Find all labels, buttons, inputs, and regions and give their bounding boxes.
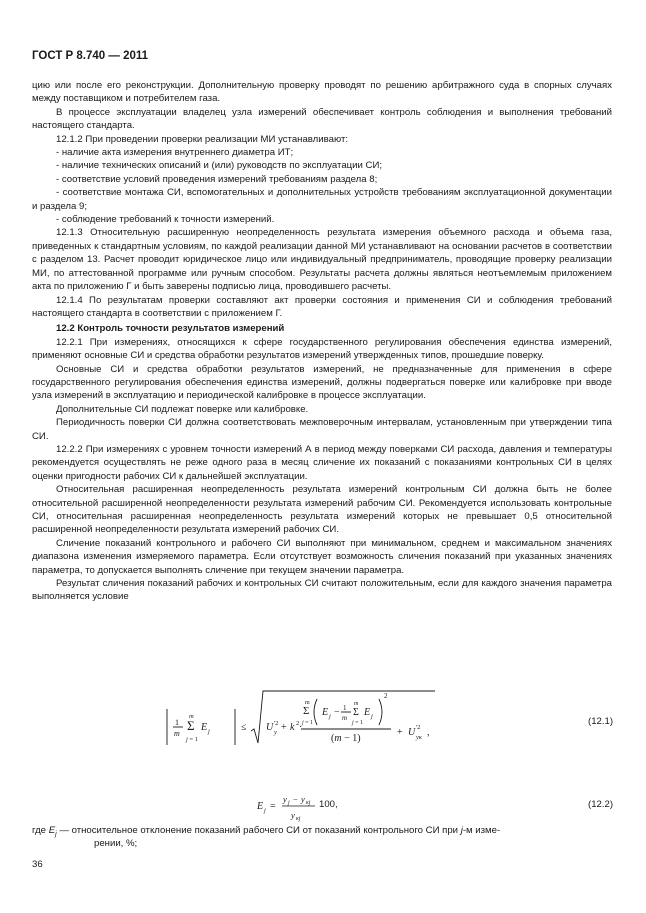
svg-text:j = 1: j = 1 [352,720,364,726]
where-clause-continued: рении, %; [94,838,138,849]
svg-text:yк: yк [416,734,422,741]
formula-12-2 [255,787,620,827]
where-index: j [460,825,463,836]
svg-text:1: 1 [343,704,347,712]
svg-text:−: − [334,707,340,718]
svg-text:y: y [301,794,305,804]
where-symbol: E [48,825,56,836]
svg-text:'2: '2 [416,724,421,731]
where-text: — относительное отклонение показаний рабочего СИ от показаний контрольного СИ при [56,825,461,836]
svg-text:j: j [371,713,373,720]
where-lead: где [32,825,47,836]
svg-text:m: m [174,729,180,738]
svg-text:y: y [283,794,287,804]
paragraph: 12.1.2 При проведении проверки реализации МИ устанавливают: [56,133,349,145]
equation-number: (12.1) [588,716,614,727]
svg-text:Σ: Σ [187,718,195,733]
svg-text:1: 1 [175,718,179,727]
svg-text:≤: ≤ [241,722,247,733]
paragraph: В процессе эксплуатации владелец узла измерений обеспечивает контроль соблюдения и выполнения требований настоящего стандарта. [32,106,612,132]
list-item: - наличие акта измерения внутреннего диаметра ИТ; [56,147,294,159]
svg-text:j: j [208,728,210,735]
paragraph: 12.1.3 Относительную расширенную неопределенность результата измерения объемного расхода и объема газа, приведенных к стандартным условиям, по каждой реализации данной МИ устанавливают на основании расчетов в соответствии с разделом 13. Расчет проводит юридическое лицо или индивидуальный предприниматель, проводящие проверку реализации МИ, по аттестованной программе или ручным способом. Результаты расчета должны являться неотъемлемым приложением акта по приложению Г и быть заверены подписью лица, проводившего расчеты. [32,227,612,293]
page-number: 36 [32,859,43,870]
svg-text:·: · [299,722,303,733]
svg-text:кj: кj [306,800,311,806]
svg-text:k: k [290,722,295,733]
document-header: ГОСТ Р 8.740 — 2011 [32,50,149,62]
svg-text:j = 1: j = 1 [186,736,198,743]
svg-text:j: j [329,713,331,720]
where-text-end: -м изме- [462,825,501,836]
svg-text:E: E [201,722,208,733]
svg-text:+: + [281,722,287,733]
svg-text:m: m [342,714,348,722]
paragraph: Сличение показаний контрольного и рабочего СИ выполняют при минимальном, среднем и максимальном значениях диапазона изменения измеряемого параметра. Если отсутствует возможность сличения показаний при указанных значениях параметра, то допускается выполнять сличение при текущем значении параметра. [32,537,612,576]
svg-text:j: j [264,807,266,814]
svg-text:j = 1: j = 1 [302,720,314,726]
svg-text:y: y [291,810,295,820]
svg-text:кj: кj [296,816,301,822]
list-item: - соблюдение требований к точности измерений. [56,214,275,226]
list-item: - соответствие монтажа СИ, вспомогательных и дополнительных устройств требованиям эксплуатационной документации и раздела 9; [32,187,612,212]
svg-text:−: − [293,794,298,804]
svg-text:(m − 1): (m − 1) [331,733,361,744]
paragraph: Результат сличения показаний рабочих и контрольных СИ считают положительным, если для каждого значения параметра выполняется условие [32,578,612,603]
svg-text:'2: '2 [274,720,279,727]
svg-text:E: E [257,801,264,812]
svg-text:2: 2 [384,692,388,700]
svg-text:=: = [270,801,276,812]
equation-number: (12.2) [588,799,614,810]
paragraph: Основные СИ и средства обработки результатов измерений, не предназначенные для применения в сфере государственного регулирования обеспечения единства измерений, должны подвергаться поверке или калибровке при вводе узла измерений в эксплуатацию и периодической калибровке в процессе эксплуатации. [32,363,612,402]
body-text [32,79,612,604]
svg-text:E: E [322,707,329,718]
paragraph: Периодичность поверки СИ должна соответствовать межповерочным интервалам, установленным при утверждении типа СИ. [32,417,612,442]
svg-text:Σ: Σ [353,707,359,718]
formula-coefficient: 100, [319,799,338,810]
list-item: - наличие технических описаний и (или) руководств по эксплуатации СИ; [56,160,383,172]
list-item: - соответствие условий проведения измерений требованиям раздела 8; [56,173,378,185]
svg-text:m: m [189,713,194,720]
paragraph: Относительная расширенная неопределенность результата измерений контрольным СИ должна быть не более относительной расширенной неопределенности результата измерений рабочим СИ. Рекомендуется использовать контрольные СИ, относительная расширенная неопределенность результата измерений которых не превышает 0,5 относительной расширенной неопределенности результата измерений рабочих СИ. [32,484,612,536]
svg-text:Σ: Σ [303,705,310,717]
formula-12-2-graphic [255,787,365,827]
section-heading: 12.2 Контроль точности результатов измерений [56,323,285,335]
svg-text:+: + [397,727,403,738]
paragraph: Дополнительные СИ подлежат поверке или калибровке. [56,403,309,415]
paragraph: 12.2.2 При измерениях с уровнем точности измерений А в период между поверками СИ расхода, давления и температуры рекомендуется осуществлять не реже одного раза в месяц сличение их показаний с показаниями контрольных СИ в целях оценки пригодности рабочих СИ к дальнейшей эксплуатации. [32,443,612,482]
svg-text:m: m [354,701,359,707]
formula-12-1 [165,683,620,765]
paragraph: 12.1.4 По результатам проверки составляют акт проверки состояния и применения СИ и соблюдения требований настоящего стандарта в соответствии с приложением Г. [32,294,612,319]
where-symbol-sub: j [55,830,57,838]
formula-12-1-graphic [165,683,465,765]
paragraph: 12.2.1 При измерениях, относящихся к сфере государственного регулирования обеспечения единства измерений, применяют основные СИ и средства обработки результатов измерений утвержденных типов, прошедшие поверку. [32,336,612,362]
svg-text:y: y [274,729,277,736]
svg-text:U: U [266,722,274,733]
svg-text:,: , [427,727,430,738]
svg-text:U: U [408,727,416,738]
svg-text:m: m [305,700,310,706]
paragraph: цию или после его реконструкции. Дополнительную проверку проводят по решению арбитражного суда в спорных случаях между поставщиком и потребителем газа. [32,80,612,105]
svg-text:j: j [288,800,290,806]
svg-text:E: E [364,707,371,718]
svg-text:2: 2 [296,720,300,727]
